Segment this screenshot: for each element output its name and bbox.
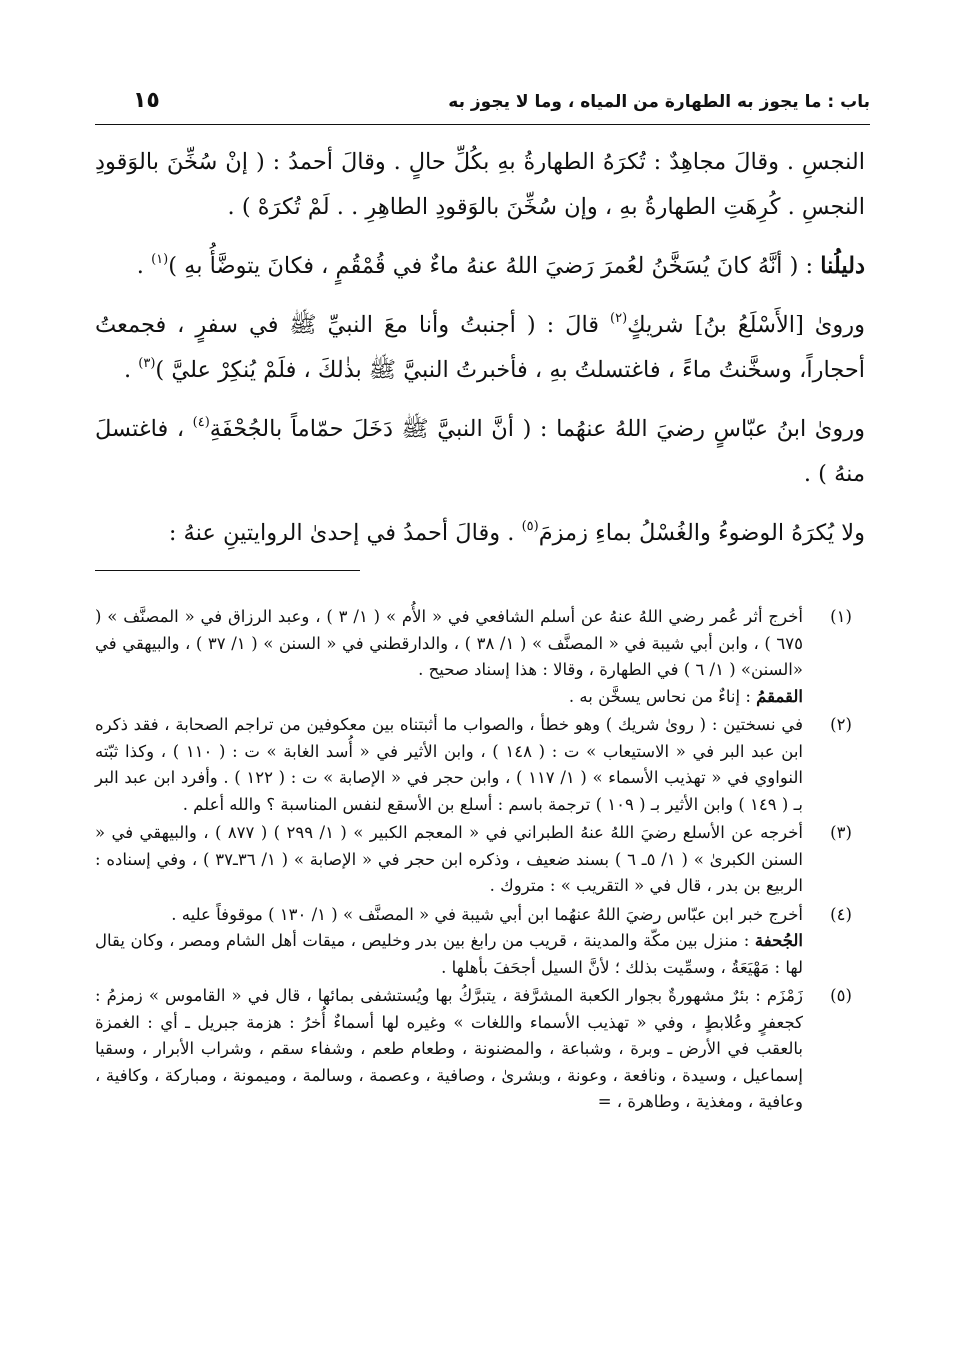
- footnote-5: [95, 983, 865, 1116]
- footnote-gloss: [95, 684, 803, 711]
- footnote-ref-2[interactable]: (٢): [610, 311, 628, 326]
- paragraph-1: [95, 140, 865, 230]
- main-text: [95, 140, 865, 566]
- footnote-number: (١): [830, 607, 852, 626]
- footnote-text: أخرج خبر ابن عبّاس رضيَ اللهُ عنهُما ابن أبي شيبة في « المصنَّف » ( ١/ ١٣٠ ) موقوفاً عليه .: [171, 904, 803, 924]
- paragraph-2: [95, 244, 865, 289]
- paragraph-3: [95, 303, 865, 393]
- footnote-4: [95, 902, 865, 982]
- footnote-text: زَمْزَم : بئرٌ مشهورةٌ بجوار الكعبة المشرَّفة ، يتبرَّكُ بها ويُستشفى بمائها ، قال في « القاموس » زمزمُ : كجعفرٍ وعُلابطٍ ، وفي « تهذيب الأسماء واللغات » وغيره لها أسماءٌ أُخرُ : هزمة جبريل ـ أي : الغمزة بالعقب في الأرض ـ وبرة ، وشباعة ، والمضنونة ، وطعام طعم ، وشفاء سقم ، وشراب الأبرار ، وسقيا إسماعيل ، وسيدة ، ونافعة ، وعونة ، وبشرىٰ ، وصافية ، وعصمة ، وسالمة ، وميمونة ، ومباركة ، وكافية ، وعافية ، ومغذية ، وطاهرة ، =: [95, 986, 803, 1111]
- chapter-title: باب : ما يجوز به الطهارة من المياه ، وما لا يجوز به: [448, 92, 870, 112]
- paragraph-4: [95, 407, 865, 497]
- footnote-text: في نسختين : ( روىٰ شريك ) وهو خطأ ، والصواب ما أثبتناه بين معكوفين من تراجم الصحابة ، فقد ذكره ابن عبد البر في « الاستيعاب » ت : ( ١٤٨ ) ، وابن الأثير في « أُسد الغابة » ت : ( ١١٠ ) ، وكذا ثبّته النواوي في « تهذيب الأسماء » ( ١/ ١١٧ ) ، وابن حجر في « الإصابة » ت : ( ١٢٢ ) . وأفرد ابن عبد البر بـ ( ١٤٩ ) وابن الأثير بـ ( ١٠٩ ) ترجمة باسم : أسلع بن الأسقع لنفس المناسبة ؟ والله أعلم .: [95, 715, 803, 814]
- footnote-ref-3[interactable]: (٣): [138, 356, 156, 371]
- paragraph-3-end: .: [123, 357, 139, 383]
- footnotes: [95, 604, 865, 1118]
- gloss-term: القمقمُ: [756, 686, 803, 706]
- paragraph-4-text-b: ، فاغتسلَ منهُ ) .: [95, 416, 865, 487]
- footnote-2: [95, 712, 865, 818]
- footnote-ref-1[interactable]: (١): [151, 252, 169, 267]
- page-number: ١٥: [133, 88, 160, 113]
- gloss-term: الجُحفة: [754, 931, 803, 950]
- gloss-text: : إناءٌ من نحاس يسخَّن به .: [568, 686, 757, 706]
- footnote-number: (٣): [830, 823, 852, 842]
- gloss-text: : منزل بين مكّة والمدينة ، قريب من رابغ بين بدر وخليص ، ميقات أهل الشام ومصر ، وكان يقال لها : مَهْيَعَةُ ، وسمِّيت بذلك ؛ لأنَّ السيل أجحَفَ بأهلها .: [95, 931, 803, 977]
- paragraph-5-text-b: . وقالَ أحمدُ في إحدىٰ الروايتينِ عنهُ :: [168, 520, 522, 546]
- paragraph-2-end: .: [136, 253, 152, 279]
- paragraph-1-text: النجسِ . وقالَ مجاهِدٌ : تُكرَهُ الطهارةُ بهِ بكُلِّ حالٍ . وقالَ أحمدُ : ( إنْ سُخِّنَ بالوَقودِ النجسِ . كُرِهَتِ الطهارةُ بهِ ، وإن سُخِّنَ بالوَقودِ الطاهِرِ . . لَمْ تُكرَهْ ) .: [95, 149, 865, 220]
- paragraph-3-text-b: قالَ : ( أجنبتُ وأنا معَ النبيِّ ﷺ في سفرٍ ، فجمعتُ أحجاراً، وسخَّنتُ ماءً ، فاغتسلتُ بهِ ، فأخبرتُ النبيَّ ﷺ بذٰلكَ ، فلَمْ يُنكِرْ عليَّ ): [95, 312, 865, 383]
- footnote-number: (٢): [830, 715, 852, 734]
- paragraph-5-text-a: ولا يُكرَهُ الوضوءُ والغُسْلُ بماءِ زمزمَ: [538, 520, 865, 546]
- footnote-divider: [95, 570, 360, 571]
- footnote-number: (٥): [830, 986, 852, 1005]
- footnote-1: [95, 604, 865, 710]
- footnote-gloss: [95, 928, 803, 981]
- footnote-text: أخرج أثر عُمر رضي اللهُ عنهُ عن أسلم الشافعي في « الأُم » ( ١/ ٣ ) ، وعبد الرزاق في « المصنَّف » ( ٦٧٥ ) ، وابن أبي شيبة في « المصنَّف » ( ١/ ٣٨ ) ، والدارقطني في « السنن » ( ١/ ٣٧ ) ، والبيهقي في «السنن» ( ١/ ٦ ) في الطهارة ، وقالا : هذا إسناد صحيح .: [95, 607, 804, 679]
- footnote-ref-5[interactable]: (٥): [521, 519, 539, 534]
- paragraph-4-text-a: وروىٰ ابنُ عبّاسٍ رضيَ اللهُ عنهُما : ( أنَّ النبيَّ ﷺ دَخَلَ حمّاماً بالجُحْفَةِ: [209, 416, 865, 442]
- evidence-heading: دليلُنا: [820, 253, 865, 279]
- footnote-ref-4[interactable]: (٤): [192, 415, 210, 430]
- paragraph-2-text: : ( أنَّهُ كانَ يُسَخَّنُ لعُمرَ رَضيَ اللهُ عنهُ ماءٌ في قُمْقُمٍ ، فكانَ يتوضَّأُ بهِ ): [168, 253, 821, 279]
- footnote-text: أخرجه عن الأسلع رضيَ اللهُ عنهُ الطبراني في « المعجم الكبير » ( ١/ ٢٩٩ ) ( ٨٧٧ ) ، والبيهقي في « السنن الكبرىٰ » ( ١/ ٥ـ ٦ ) بسند ضعيف ، وذكره ابن حجر في « الإصابة » ( ١/ ٣٦ـ٣٧ ) ، وفي إسناده : الربيع بن بدر ، قال في « التقريب » : متروك .: [95, 823, 804, 895]
- footnote-3: [95, 820, 865, 900]
- paragraph-3-text-a: وروىٰ [الأَسْلَعُ بنُ] شريكٍ: [627, 312, 865, 338]
- footnote-number: (٤): [830, 904, 852, 924]
- paragraph-5: [95, 511, 865, 556]
- page-header: [95, 88, 870, 125]
